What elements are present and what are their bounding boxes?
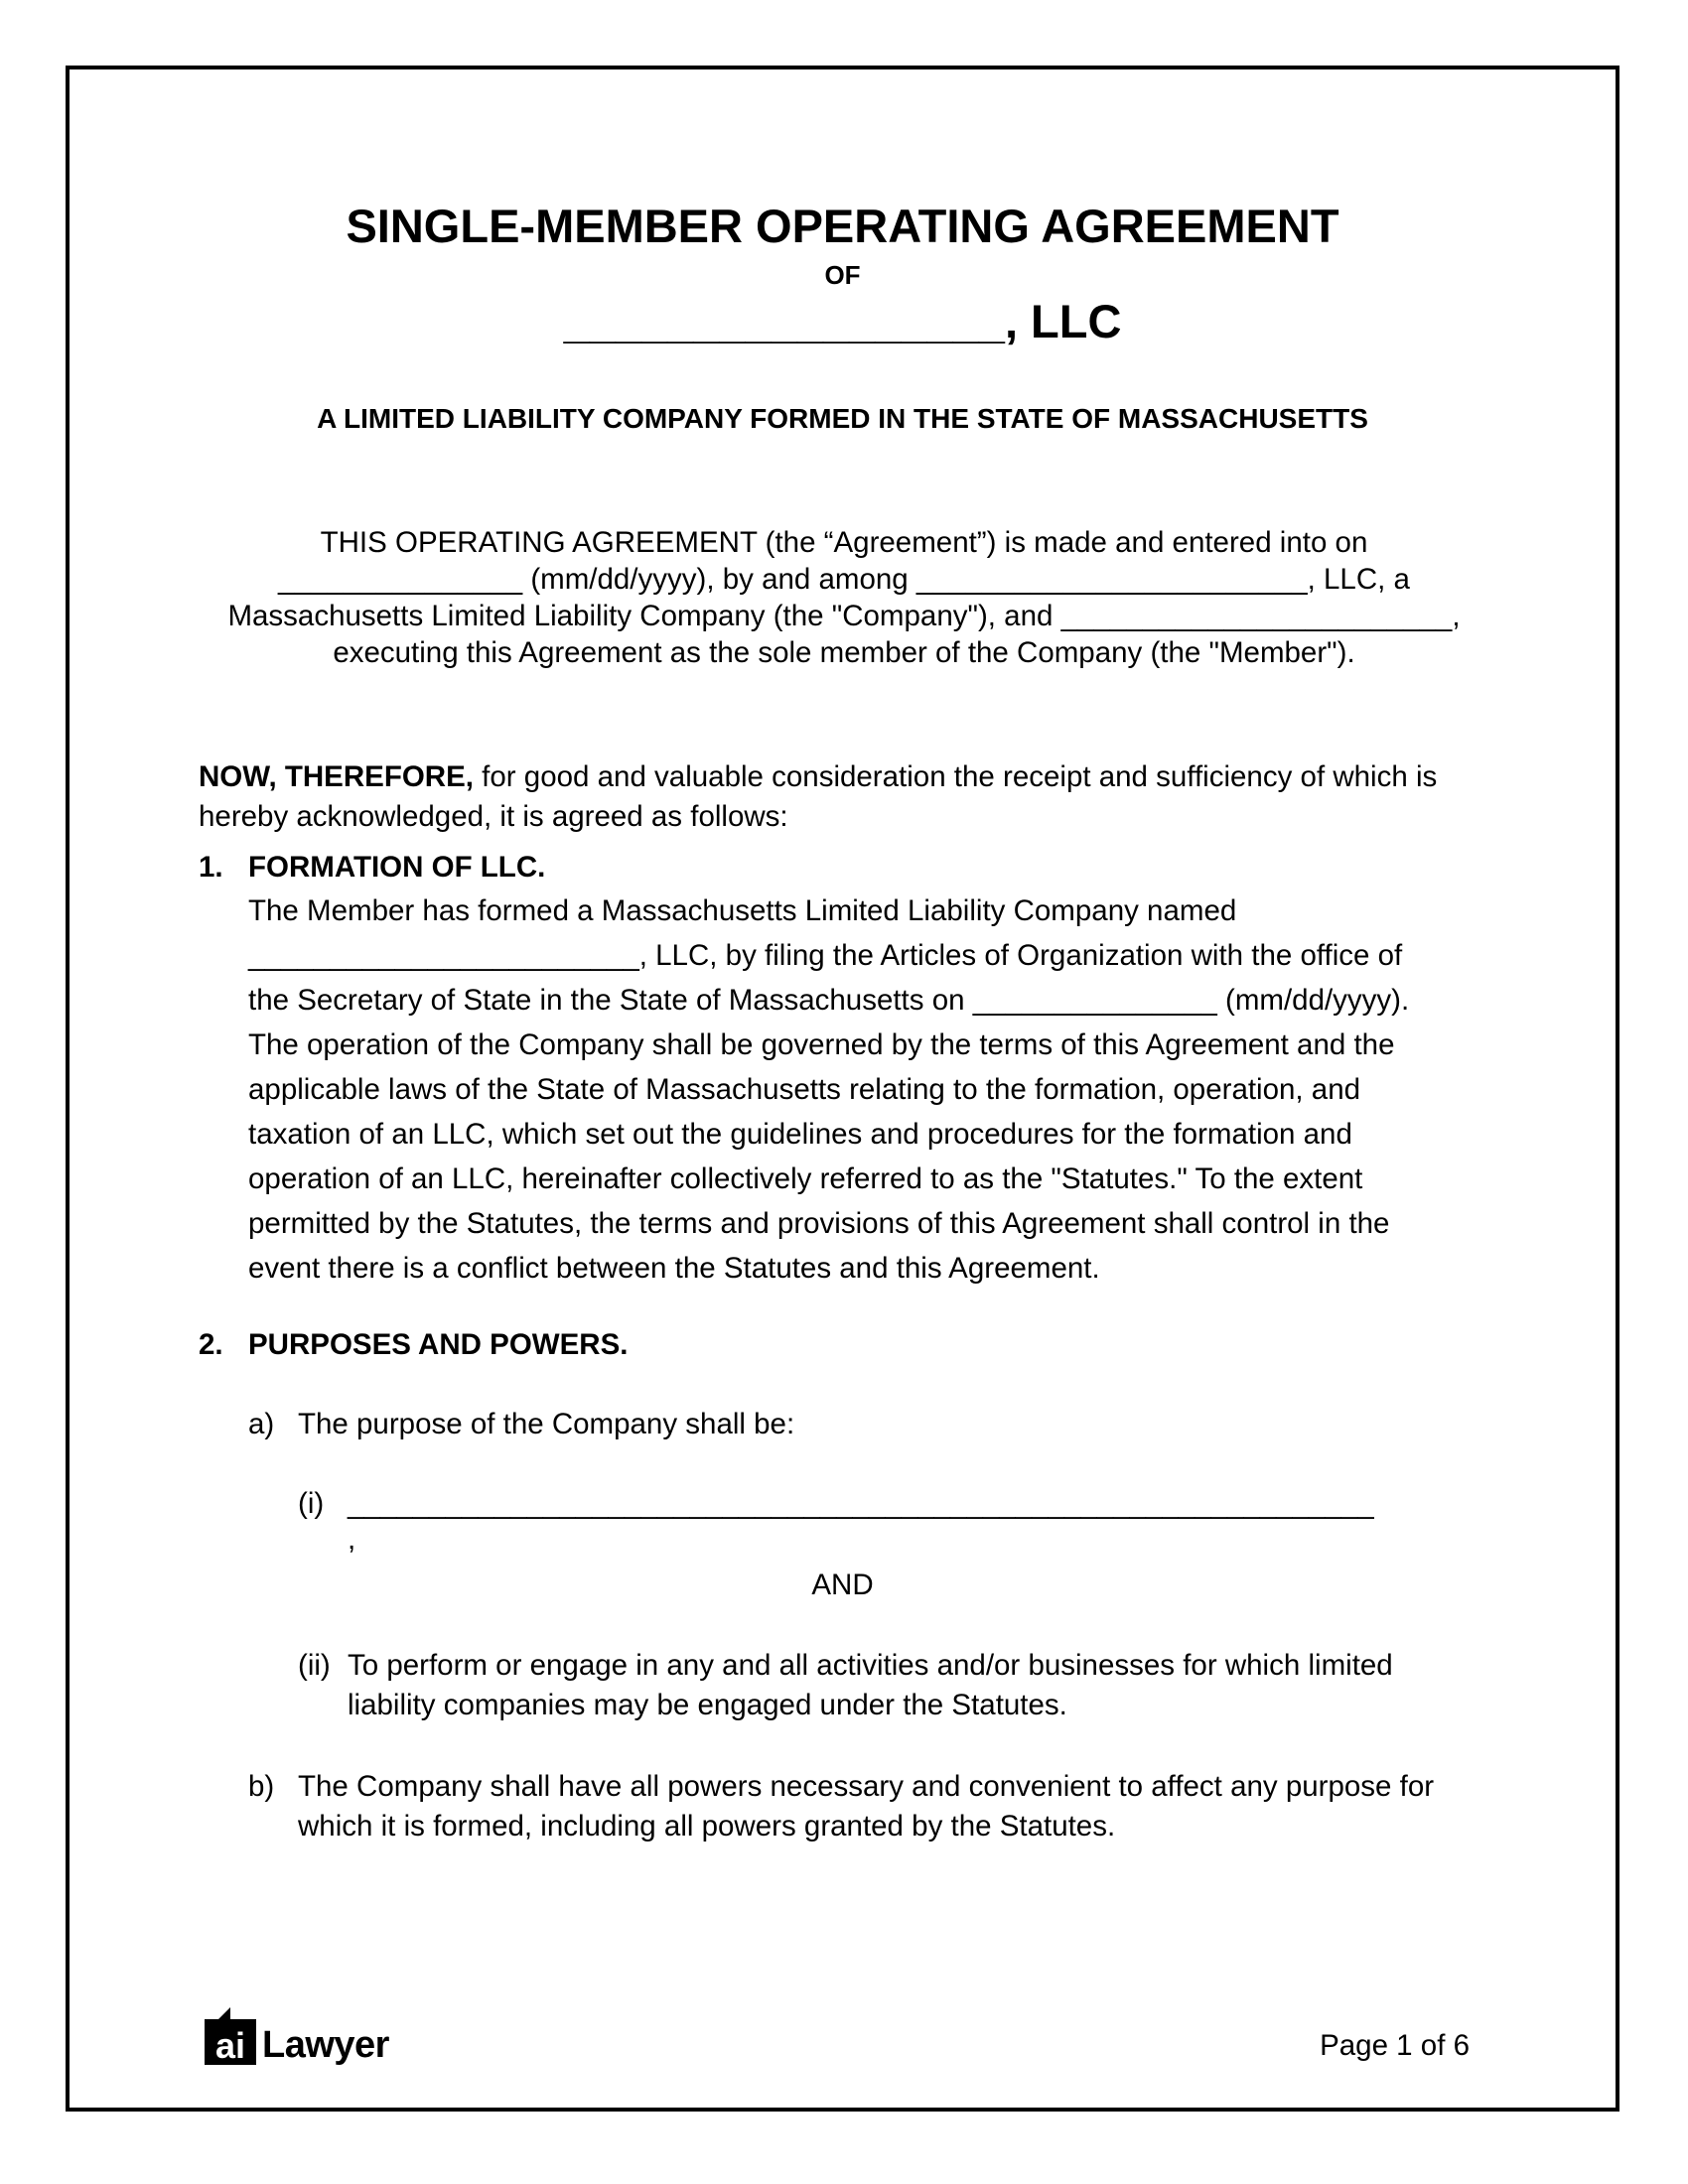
section-number: 2.: [199, 1328, 223, 1361]
section-1-line: applicable laws of the State of Massachusetts relating to the formation, operation, and: [248, 1073, 1361, 1106]
title-of: OF: [824, 260, 861, 290]
item-line: liability companies may be engaged under the Statutes.: [348, 1689, 1067, 1721]
now-therefore-line: hereby acknowledged, it is agreed as follows:: [199, 800, 788, 833]
purpose-item-ii: [298, 1646, 1489, 1721]
purpose-blank-line: _______________________________________________________________: [348, 1487, 1374, 1520]
section-number: 1.: [199, 851, 223, 884]
intro-paragraph: [189, 524, 1499, 671]
now-therefore-bold: NOW, THEREFORE,: [199, 760, 474, 793]
section-title: FORMATION OF LLC.: [248, 851, 546, 884]
logo-wordmark: Lawyer: [262, 2024, 389, 2066]
formation-state-heading: A LIMITED LIABILITY COMPANY FORMED IN THE STATE OF MASSACHUSETTS: [317, 403, 1368, 434]
section-1-line: The operation of the Company shall be governed by the terms of this Agreement and the: [248, 1028, 1395, 1061]
item-label: (i): [298, 1487, 325, 1520]
ailawyer-logo: [205, 2003, 389, 2065]
section-1-line: The Member has formed a Massachusetts Limited Liability Company named: [248, 894, 1237, 927]
purpose-comma: ,: [348, 1523, 356, 1556]
item-label: a): [248, 1408, 275, 1440]
intro-line: THIS OPERATING AGREEMENT (the “Agreement”) is made and entered into on: [320, 526, 1368, 559]
section-1-heading: [199, 851, 545, 885]
item-text: The purpose of the Company shall be:: [298, 1408, 795, 1440]
intro-line: Massachusetts Limited Liability Company (the "Company"), and ________________________,: [227, 600, 1461, 632]
section-1-line: the Secretary of State in the State of Massachusetts on _______________ (mm/dd/yyyy).: [248, 984, 1410, 1017]
svg-text:ai: ai: [214, 2025, 246, 2065]
section-1-line: permitted by the Statutes, the terms and provisions of this Agreement shall control in the: [248, 1207, 1390, 1240]
section-1-line: ________________________, LLC, by filing the Articles of Organization with the office of: [248, 939, 1403, 972]
section-2-heading: [199, 1328, 628, 1362]
now-therefore-text: for good and valuable consideration the receipt and sufficiency of which is: [473, 760, 1438, 793]
item-text: [298, 1767, 1489, 1846]
company-name-line: _________________, LLC: [563, 295, 1122, 347]
item-text: [348, 1646, 1489, 1725]
now-therefore-paragraph: [199, 757, 1489, 837]
page-number: Page 1 of 6: [1320, 2029, 1470, 2062]
document-title: SINGLE-MEMBER OPERATING AGREEMENT: [346, 200, 1339, 252]
intro-line: executing this Agreement as the sole member of the Company (the "Member").: [333, 636, 1355, 669]
intro-line: _______________ (mm/dd/yyyy), by and among ________________________, LLC, a: [278, 563, 1410, 596]
item-label: b): [248, 1770, 275, 1803]
section-1-body: [248, 888, 1489, 1291]
section-1-line: operation of an LLC, hereinafter collectively referred to as the "Statutes." To the extent: [248, 1162, 1363, 1195]
purpose-item-a: [248, 1408, 794, 1441]
item-line: To perform or engage in any and all activities and/or businesses for which limited: [348, 1649, 1393, 1682]
section-1-line: taxation of an LLC, which set out the guidelines and procedures for the formation and: [248, 1118, 1352, 1151]
item-label: (ii): [298, 1649, 331, 1682]
section-1-line: event there is a conflict between the Statutes and this Agreement.: [248, 1252, 1100, 1285]
and-connector: AND: [811, 1569, 874, 1601]
item-line: which it is formed, including all powers granted by the Statutes.: [298, 1810, 1116, 1843]
purpose-item-i: [298, 1487, 1489, 1521]
section-title: PURPOSES AND POWERS.: [248, 1328, 629, 1361]
ai-logo-icon: [205, 2003, 256, 2065]
item-line: The Company shall have all powers necessary and convenient to affect any purpose for: [298, 1770, 1435, 1803]
powers-item-b: [248, 1767, 1489, 1843]
